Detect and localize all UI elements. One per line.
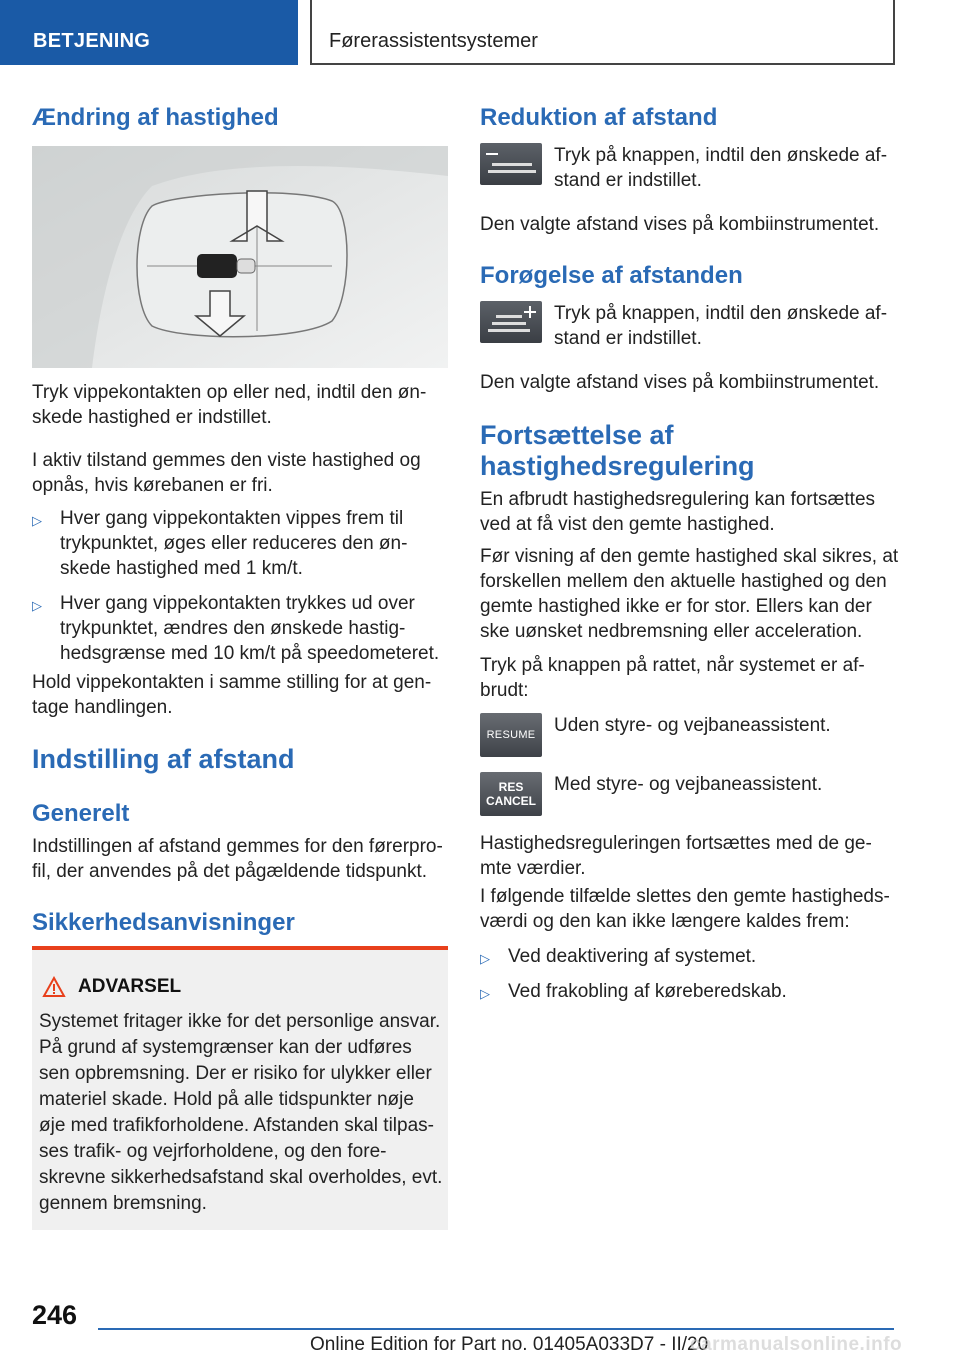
warning-triangle-icon bbox=[42, 976, 66, 998]
res-cancel-row bbox=[480, 772, 822, 816]
paragraph-hold: Hold vippekontakten i samme stilling for at gen- tage handlingen. bbox=[32, 672, 432, 718]
warning-line: materiel skade. Hold på alle tidspunkter nøje bbox=[39, 1089, 414, 1110]
chapter-title: Førerassistentsystemer bbox=[310, 0, 895, 65]
triangle-bullet-icon: ▷ bbox=[480, 951, 490, 966]
heading-distance-setting: Indstilling af afstand bbox=[32, 744, 295, 774]
section-tab: BETJENING bbox=[0, 0, 298, 65]
footer-rule bbox=[98, 1328, 894, 1330]
warning-line: skrevne sikkerhedsafstand skal overholdes, evt. bbox=[39, 1167, 443, 1188]
res-cancel-button-icon: RES CANCEL bbox=[480, 772, 542, 816]
resume-button-icon: RESUME bbox=[480, 713, 542, 757]
increase-note: Den valgte afstand vises på kombiinstrumentet. bbox=[480, 372, 880, 393]
resume-row bbox=[480, 713, 831, 757]
heading-reduce-distance: Reduktion af afstand bbox=[480, 104, 718, 131]
triangle-bullet-icon: ▷ bbox=[32, 598, 42, 613]
heading-safety: Sikkerhedsanvisninger bbox=[32, 909, 295, 936]
paragraph-rocker: Tryk vippekontakten op eller ned, indtil den øn- skede hastighed er indstillet. bbox=[32, 382, 427, 428]
bullet-list-speed bbox=[32, 506, 452, 666]
distance-increase-button-icon bbox=[480, 301, 542, 343]
warning-text bbox=[39, 1009, 442, 1217]
triangle-bullet-icon: ▷ bbox=[32, 513, 42, 528]
heading-continue-speed: Fortsættelse af hastighedsregulering bbox=[480, 420, 755, 481]
list-item: ▷ Hver gang vippekontakten trykkes ud over trykpunktet, ændres den ønskede hastig- hedsgrænse med 10 km/t på speedometeret. bbox=[32, 593, 440, 664]
bullet-list-delete bbox=[480, 944, 910, 1006]
warning-line: gennem bremsning. bbox=[39, 1193, 207, 1214]
list-item: ▷ Ved frakobling af køreberedskab. bbox=[480, 979, 910, 1006]
paragraph-continue-4: Hastighedsreguleringen fortsættes med de ge- mte værdier. bbox=[480, 833, 872, 879]
watermark: carmanualsonline.info bbox=[690, 1334, 903, 1355]
paragraph-continue-5: I følgende tilfælde slettes den gemte hastigheds- værdi og den kan ikke længere kaldes frem: bbox=[480, 886, 890, 932]
paragraph-continue-1: En afbrudt hastighedsregulering kan fortsættes ved at få vist den gemte hastighed. bbox=[480, 489, 876, 535]
paragraph-general: Indstillingen af afstand gemmes for den førerpro- fil, der anvendes på det pågældende tidspunkt. bbox=[32, 836, 443, 882]
warning-title: ADVARSEL bbox=[78, 976, 182, 997]
page-number: 246 bbox=[32, 1300, 78, 1330]
paragraph-active-state: I aktiv tilstand gemmes den viste hastighed og opnås, hvis kørebanen er fri. bbox=[32, 450, 421, 496]
reduce-row bbox=[480, 143, 887, 193]
warning-line: øje med trafikforholdene. Afstanden skal tilpas- bbox=[39, 1115, 434, 1136]
distance-decrease-button-icon bbox=[480, 143, 542, 185]
resume-text: Uden styre- og vejbaneassistent. bbox=[554, 715, 831, 736]
paragraph-continue-3: Tryk på knappen på rattet, når systemet er af- brudt: bbox=[480, 655, 865, 701]
res-cancel-text: Med styre- og vejbaneassistent. bbox=[554, 774, 823, 795]
steering-wheel-image bbox=[32, 146, 448, 368]
warning-line: ses trafik- og vejrforholdene, og den fore- bbox=[39, 1141, 387, 1162]
list-item: ▷ Ved deaktivering af systemet. bbox=[480, 944, 910, 971]
reduce-note: Den valgte afstand vises på kombiinstrumentet. bbox=[480, 214, 880, 235]
rocker-switch-illustration bbox=[32, 146, 448, 368]
heading-general: Generelt bbox=[32, 800, 130, 827]
heading-speed-change: Ændring af hastighed bbox=[32, 104, 279, 131]
warning-box bbox=[32, 950, 448, 1230]
reduce-text: Tryk på knappen, indtil den ønskede af- stand er indstillet. bbox=[554, 145, 888, 191]
warning-line: På grund af systemgrænser kan der udføres bbox=[39, 1037, 412, 1058]
triangle-bullet-icon: ▷ bbox=[480, 986, 490, 1001]
list-item: ▷ Hver gang vippekontakten vippes frem til trykpunktet, øges eller reduceres den øn- skede hastighed med 1 km/t. bbox=[32, 508, 408, 579]
edition-note: Online Edition for Part no. 01405A033D7 - II/20 bbox=[310, 1334, 709, 1355]
increase-text: Tryk på knappen, indtil den ønskede af- stand er indstillet. bbox=[554, 303, 888, 349]
warning-line: sen opbremsning. Der er risiko for ulykker eller bbox=[39, 1063, 432, 1084]
increase-row bbox=[480, 301, 887, 351]
warning-line: Systemet fritager ikke for det personlige ansvar. bbox=[39, 1011, 441, 1032]
heading-increase-distance: Forøgelse af afstanden bbox=[480, 262, 743, 289]
paragraph-continue-2: Før visning af den gemte hastighed skal sikres, at forskellen mellem den aktuelle hastighed og den gemte hastighed ikke er for stor. Ellers kan der ske uønsket nedbremsning eller acceleration. bbox=[480, 546, 899, 642]
